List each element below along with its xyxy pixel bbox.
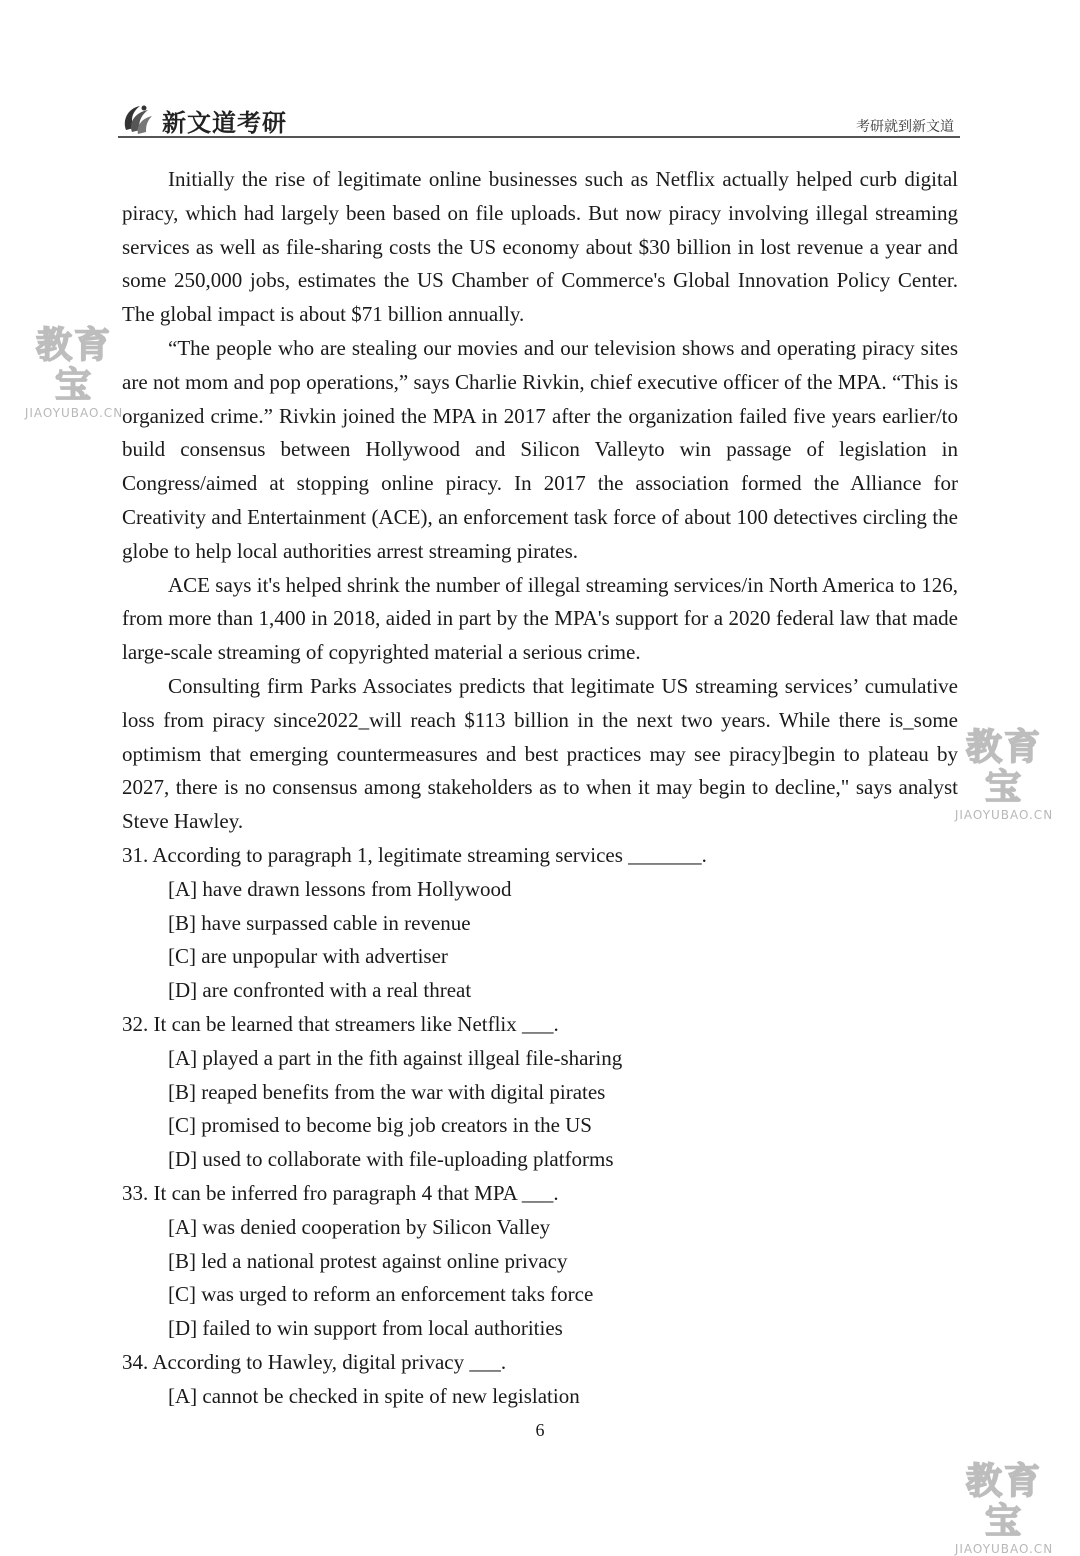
answer-option: [C] promised to become big job creators in the US bbox=[168, 1113, 592, 1138]
brand-logo bbox=[118, 100, 287, 140]
watermark-url: JIAOYUBAO.CN bbox=[24, 406, 124, 420]
answer-option: [A] played a part in the fith against illgeal file-sharing bbox=[168, 1045, 623, 1070]
answer-option: [B] led a national protest against online privacy bbox=[168, 1248, 568, 1273]
header-divider bbox=[118, 136, 960, 138]
page-content bbox=[122, 163, 958, 1413]
passage-paragraph: “The people who are stealing our movies and our television shows and operating piracy sites are not mom and pop operations,” says Charlie Rivkin, chief executive officer of the MPA. “This is organized crime.” Rivkin joined the MPA in 2017 after the organization failed five years earlier/to build consensus between Hollywood and Silicon Valleyto win passage of legislation in Congress/aimed at stopping online piracy. In 2017 the association formed the Alliance for Creativity and Entertainment (ACE), an enforcement task force of about 100 detectives circling the globe to help local authorities arrest streaming pirates. bbox=[122, 335, 958, 563]
question-stem: 34. According to Hawley, digital privacy ___. bbox=[122, 1349, 507, 1374]
header-slogan: 考研就到新文道 bbox=[856, 119, 954, 135]
question-stem: 32. It can be learned that streamers like Netflix ___. bbox=[122, 1011, 559, 1036]
question-stem: 33. It can be inferred fro paragraph 4 that MPA ___. bbox=[122, 1180, 559, 1205]
answer-option: [A] have drawn lessons from Hollywood bbox=[168, 876, 512, 901]
passage-paragraph: Consulting firm Parks Associates predicts that legitimate US streaming services’ cumulative loss from piracy since2022_will reach $113 billion in the next two years. While there is_some optimism that emerging countermeasures and best practices may see piracy]begin to plateau by 2027, there is no consensus among stakeholders as to when it may begin to decline," says analyst Steve Hawley. bbox=[122, 673, 958, 834]
answer-option: [B] have surpassed cable in revenue bbox=[168, 910, 471, 935]
watermark bbox=[948, 728, 1060, 822]
page-number: 6 bbox=[535, 1420, 545, 1440]
watermark-url: JIAOYUBAO.CN bbox=[954, 1542, 1054, 1556]
phoenix-logo-icon bbox=[118, 100, 158, 140]
brand-name: 新文道考研 bbox=[162, 108, 287, 137]
watermark-logo: 教育宝 bbox=[965, 1461, 1042, 1542]
watermark bbox=[948, 1462, 1060, 1556]
answer-option: [A] was denied cooperation by Silicon Valley bbox=[168, 1214, 551, 1239]
answer-option: [D] are confronted with a real threat bbox=[168, 978, 472, 1003]
watermark-url: JIAOYUBAO.CN bbox=[954, 808, 1054, 822]
watermark-logo: 教育宝 bbox=[965, 727, 1042, 808]
answer-option: [B] reaped benefits from the war with digital pirates bbox=[168, 1079, 606, 1104]
passage-paragraph: Initially the rise of legitimate online businesses such as Netflix actually helped curb digital piracy, which had largely been based on file uploads. But now piracy involving illegal streaming services as well as file-sharing costs the US economy about $30 billion in lost revenue a year and some 250,000 jobs, estimates the US Chamber of Commerce's Global Innovation Policy Center. The global impact is about $71 billion annually. bbox=[122, 167, 958, 327]
answer-option: [D] used to collaborate with file-uploading platforms bbox=[168, 1147, 614, 1172]
watermark bbox=[18, 326, 130, 420]
answer-option: [D] failed to win support from local authorities bbox=[168, 1316, 563, 1341]
answer-option: [C] was urged to reform an enforcement taks force bbox=[168, 1282, 594, 1307]
watermark-logo: 教育宝 bbox=[35, 325, 112, 406]
answer-option: [C] are unpopular with advertiser bbox=[168, 944, 448, 969]
question-stem: 31. According to paragraph 1, legitimate streaming services _______. bbox=[122, 842, 707, 867]
answer-option: [A] cannot be checked in spite of new legislation bbox=[168, 1383, 580, 1408]
passage-paragraph: ACE says it's helped shrink the number of illegal streaming services/in North America to 126, from more than 1,400 in 2018, aided in part by the MPA's support for a 2020 federal law that made large-scale streaming of copyrighted material a serious crime. bbox=[122, 572, 958, 665]
page-header bbox=[118, 98, 960, 140]
